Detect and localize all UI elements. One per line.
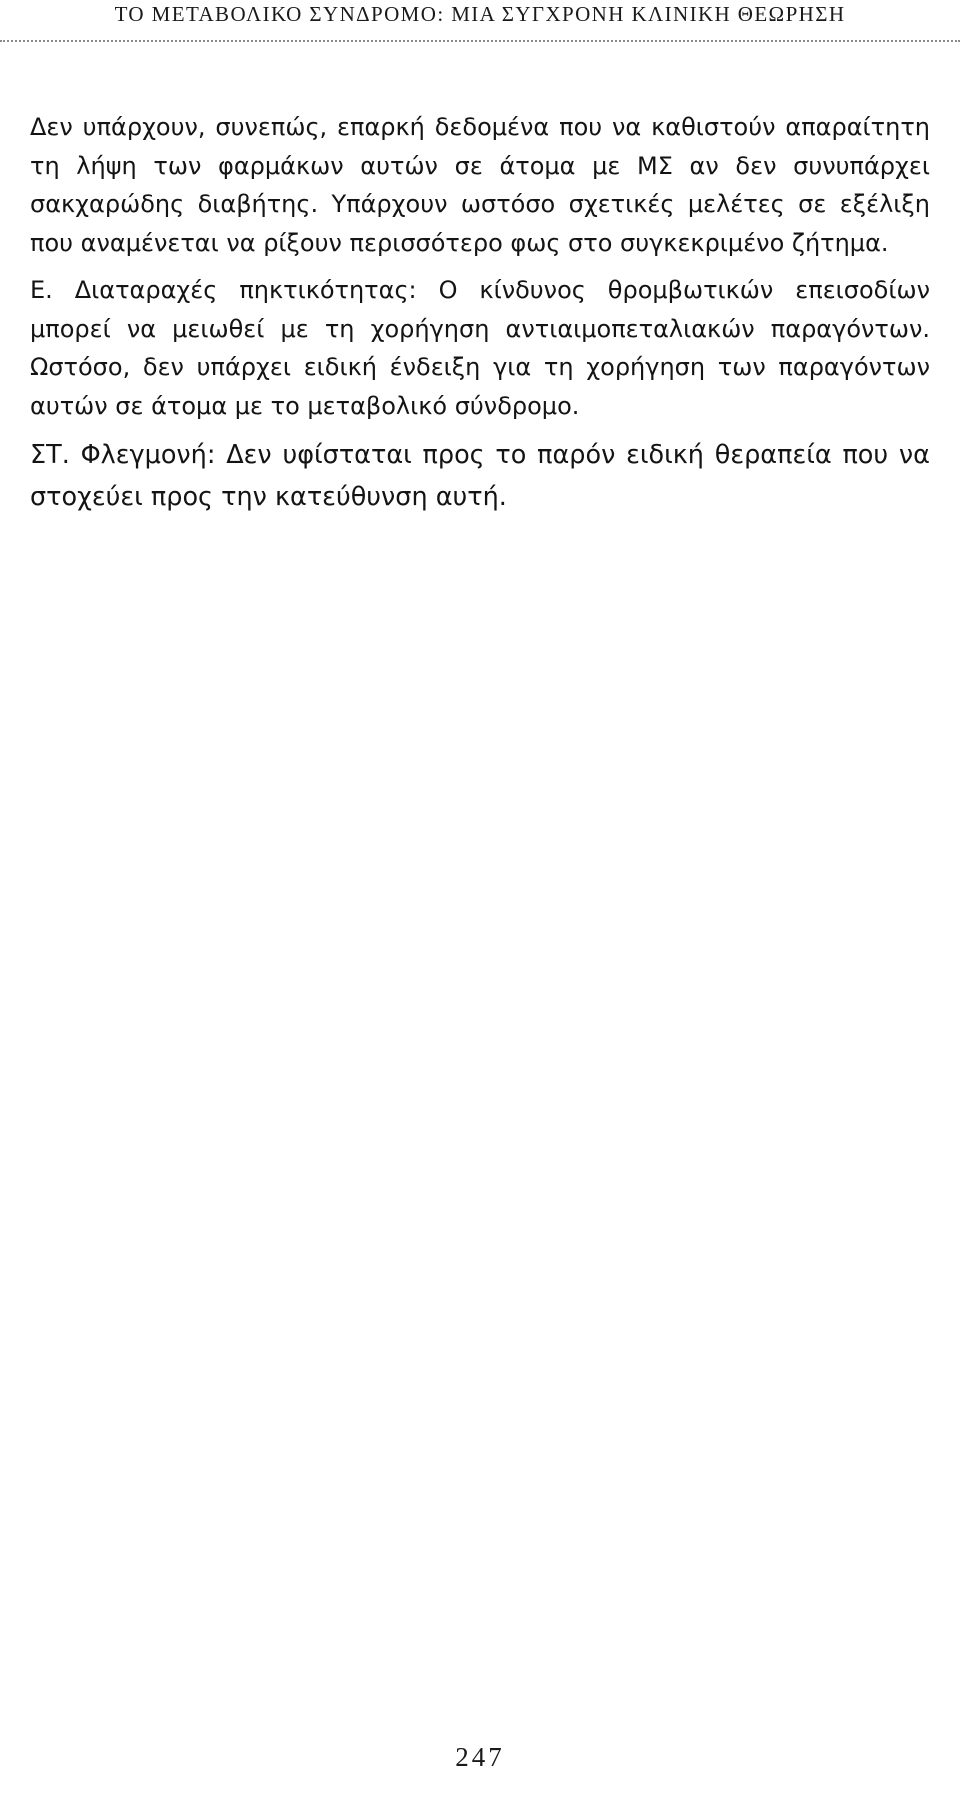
page-number: 247 [455, 1742, 505, 1772]
paragraph-antidiabetic-drugs: Δεν υπάρχουν, συνεπώς, επαρκή δεδομένα που να καθιστούν απαραίτητη τη λήψη των φαρμάκων αυτών σε άτομα με ΜΣ αν δεν συνυπάρχει σακχαρώδης διαβήτης. Υπάρχουν ωστόσο σχετικές μελέτες σε εξέλιξη που αναμένεται να ρίξουν περισσότερο φως στο συγκεκριμένο ζήτημα. [30, 113, 930, 257]
paragraph-inflammation: ΣΤ. Φλεγμονή: Δεν υφίσταται προς το παρόν ειδική θεραπεία που να στοχεύει προς την κατεύθυνση αυτή. [30, 440, 930, 512]
header-divider [0, 40, 960, 42]
body-text [30, 108, 930, 532]
running-header: ΤΟ ΜΕΤΑΒΟΛΙΚΟ ΣΥΝΔΡΟΜΟ: ΜΙΑ ΣΥΓΧΡΟΝΗ ΚΛΙΝΙΚΗ ΘΕΩΡΗΣΗ [114, 2, 846, 26]
paragraph-coagulation-disorders: Ε. Διαταραχές πηκτικότητας: Ο κίνδυνος θρομβωτικών επεισοδίων μπορεί να μειωθεί με τη χορήγηση αντιαιμοπεταλιακών παραγόντων. Ωστόσο, δεν υπάρχει ειδική ένδειξη για τη χορήγηση των παραγόντων αυτών σε άτομα με το μεταβολικό σύνδρομο. [30, 276, 930, 420]
